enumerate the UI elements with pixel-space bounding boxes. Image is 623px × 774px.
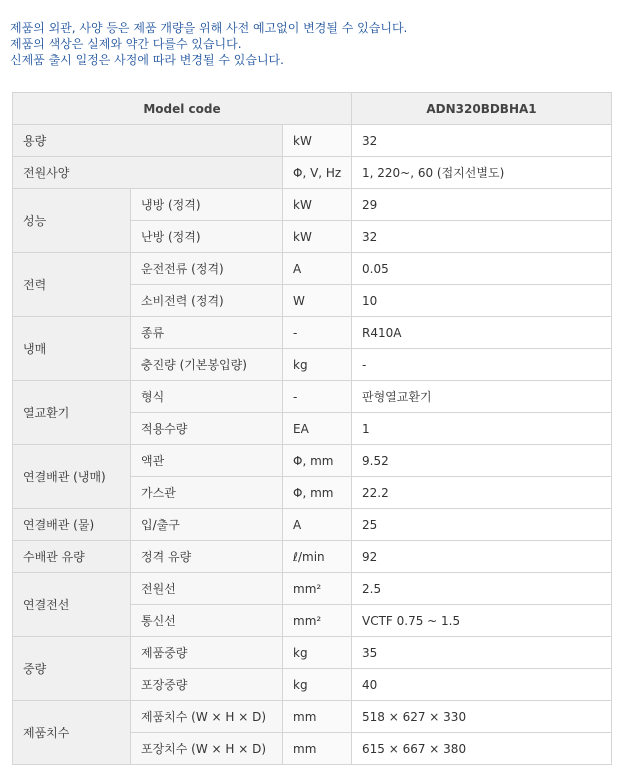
spec-unit: - bbox=[283, 317, 352, 349]
spec-unit: mm bbox=[283, 733, 352, 765]
spec-unit: W bbox=[283, 285, 352, 317]
spec-category: 연결전선 bbox=[13, 573, 131, 637]
spec-subcategory: 액관 bbox=[131, 445, 283, 477]
notice-list bbox=[10, 20, 407, 68]
spec-subcategory: 전원선 bbox=[131, 573, 283, 605]
spec-category: 연결배관 (냉매) bbox=[13, 445, 131, 509]
spec-category: 중량 bbox=[13, 637, 131, 701]
spec-subcategory: 적용수량 bbox=[131, 413, 283, 445]
spec-subcategory: 냉방 (정격) bbox=[131, 189, 283, 221]
table-row bbox=[13, 509, 612, 541]
spec-category: 전력 bbox=[13, 253, 131, 317]
spec-value: 615 × 667 × 380 bbox=[352, 733, 612, 765]
spec-unit: A bbox=[283, 509, 352, 541]
table-row bbox=[13, 189, 612, 221]
spec-unit: kg bbox=[283, 349, 352, 381]
spec-value: 32 bbox=[352, 125, 612, 157]
spec-category: 열교환기 bbox=[13, 381, 131, 445]
spec-value: 40 bbox=[352, 669, 612, 701]
notice-line: 신제품 출시 일정은 사정에 따라 변경될 수 있습니다. bbox=[10, 53, 284, 67]
spec-subcategory: 소비전력 (정격) bbox=[131, 285, 283, 317]
spec-value: 1 bbox=[352, 413, 612, 445]
spec-value: 35 bbox=[352, 637, 612, 669]
spec-subcategory: 통신선 bbox=[131, 605, 283, 637]
table-row bbox=[13, 701, 612, 733]
spec-category: 용량 bbox=[13, 125, 283, 157]
spec-unit: kW bbox=[283, 221, 352, 253]
spec-unit: mm² bbox=[283, 573, 352, 605]
spec-subcategory: 포장중량 bbox=[131, 669, 283, 701]
spec-unit: ℓ/min bbox=[283, 541, 352, 573]
spec-category: 수배관 유량 bbox=[13, 541, 131, 573]
spec-value: 22.2 bbox=[352, 477, 612, 509]
spec-value: 2.5 bbox=[352, 573, 612, 605]
spec-value: 32 bbox=[352, 221, 612, 253]
spec-category: 성능 bbox=[13, 189, 131, 253]
notice-line: 제품의 색상은 실제와 약간 다를수 있습니다. bbox=[10, 37, 242, 51]
table-row bbox=[13, 637, 612, 669]
spec-value: 92 bbox=[352, 541, 612, 573]
notice-line: 제품의 외관, 사양 등은 제품 개량을 위해 사전 예고없이 변경될 수 있습니다. bbox=[10, 21, 408, 35]
spec-unit: mm² bbox=[283, 605, 352, 637]
spec-unit: Φ, mm bbox=[283, 477, 352, 509]
table-row bbox=[13, 125, 612, 157]
spec-subcategory: 종류 bbox=[131, 317, 283, 349]
spec-unit: kW bbox=[283, 189, 352, 221]
spec-unit: A bbox=[283, 253, 352, 285]
spec-value: R410A bbox=[352, 317, 612, 349]
spec-value: VCTF 0.75 ~ 1.5 bbox=[352, 605, 612, 637]
spec-value: 518 × 627 × 330 bbox=[352, 701, 612, 733]
model-code-value: ADN320BDBHA1 bbox=[352, 93, 612, 125]
table-row bbox=[13, 157, 612, 189]
spec-category: 전원사양 bbox=[13, 157, 283, 189]
spec-subcategory: 난방 (정격) bbox=[131, 221, 283, 253]
table-row bbox=[13, 573, 612, 605]
table-header-row bbox=[13, 93, 612, 125]
spec-subcategory: 형식 bbox=[131, 381, 283, 413]
spec-unit: mm bbox=[283, 701, 352, 733]
table-row bbox=[13, 541, 612, 573]
table-row bbox=[13, 445, 612, 477]
spec-unit: kW bbox=[283, 125, 352, 157]
spec-category: 연결배관 (물) bbox=[13, 509, 131, 541]
spec-subcategory: 제품치수 (W × H × D) bbox=[131, 701, 283, 733]
spec-value: 0.05 bbox=[352, 253, 612, 285]
spec-subcategory: 충진량 (기본봉입량) bbox=[131, 349, 283, 381]
spec-subcategory: 가스관 bbox=[131, 477, 283, 509]
spec-subcategory: 정격 유량 bbox=[131, 541, 283, 573]
spec-category: 냉매 bbox=[13, 317, 131, 381]
model-code-label: Model code bbox=[13, 93, 352, 125]
spec-subcategory: 입/출구 bbox=[131, 509, 283, 541]
table-row bbox=[13, 253, 612, 285]
spec-subcategory: 제품중량 bbox=[131, 637, 283, 669]
spec-value: 29 bbox=[352, 189, 612, 221]
spec-value: - bbox=[352, 349, 612, 381]
spec-value: 25 bbox=[352, 509, 612, 541]
spec-subcategory: 운전전류 (정격) bbox=[131, 253, 283, 285]
spec-unit: Φ, V, Hz bbox=[283, 157, 352, 189]
spec-value: 판형열교환기 bbox=[352, 381, 612, 413]
spec-unit: kg bbox=[283, 669, 352, 701]
spec-unit: Φ, mm bbox=[283, 445, 352, 477]
spec-value: 9.52 bbox=[352, 445, 612, 477]
spec-unit: - bbox=[283, 381, 352, 413]
spec-value: 10 bbox=[352, 285, 612, 317]
spec-subcategory: 포장치수 (W × H × D) bbox=[131, 733, 283, 765]
spec-category: 제품치수 bbox=[13, 701, 131, 765]
table-row bbox=[13, 317, 612, 349]
spec-unit: kg bbox=[283, 637, 352, 669]
spec-table bbox=[12, 92, 612, 765]
spec-unit: EA bbox=[283, 413, 352, 445]
table-row bbox=[13, 381, 612, 413]
spec-value: 1, 220~, 60 (접지선별도) bbox=[352, 157, 612, 189]
